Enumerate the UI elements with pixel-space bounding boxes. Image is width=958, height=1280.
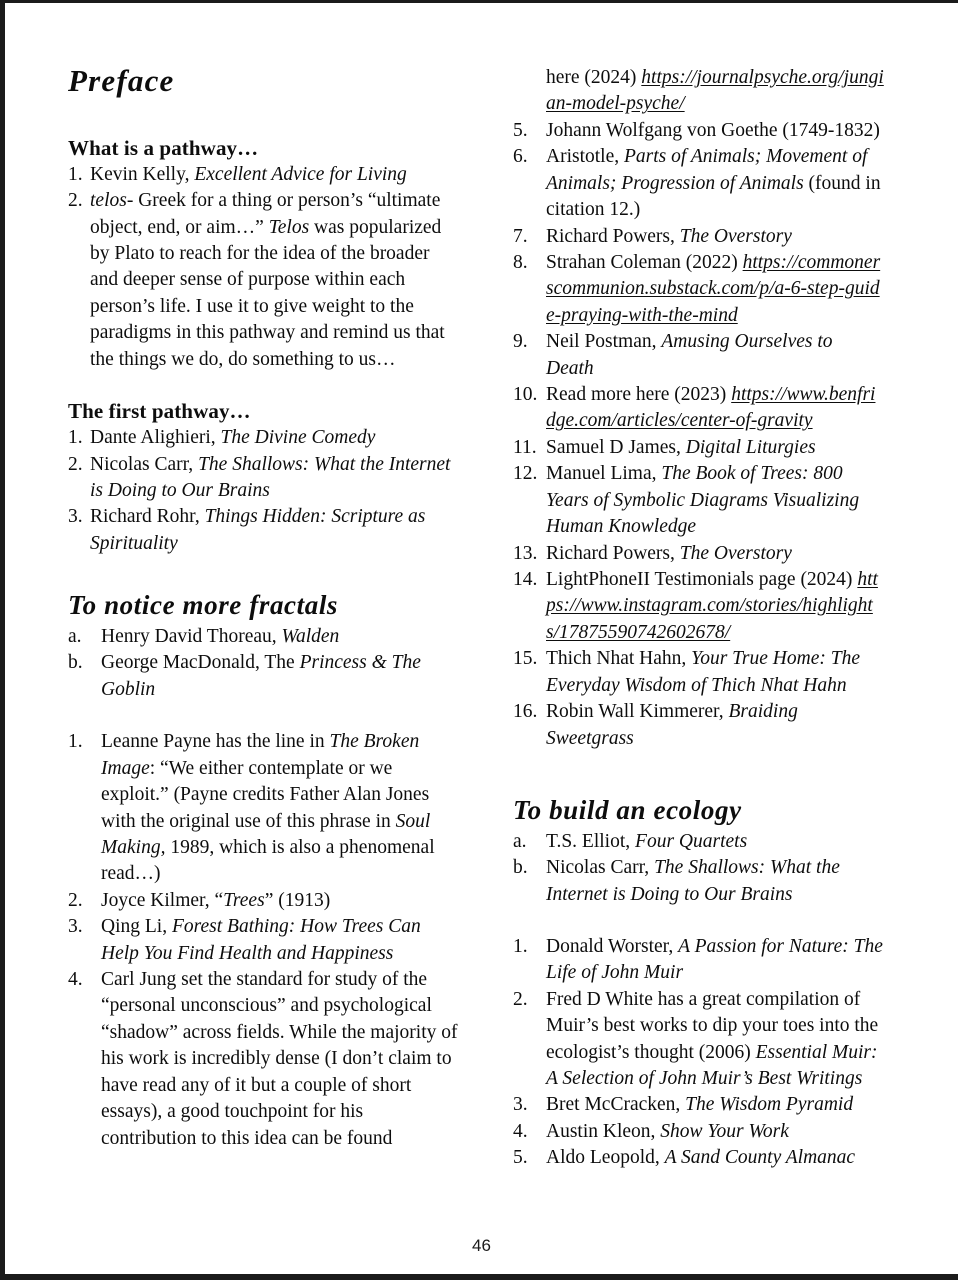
spacer — [513, 752, 885, 796]
list-item-text — [546, 646, 885, 699]
reference-list-fractals-numbered — [68, 729, 460, 1152]
italic-title: A Sand County Almanac — [664, 1147, 856, 1169]
section-heading-to-notice-more-fractals: To notice more fractals — [68, 590, 339, 621]
two-column-layout — [5, 3, 958, 1274]
list-item-text — [101, 624, 460, 650]
list-item — [513, 224, 885, 250]
list-item — [68, 914, 460, 967]
list-item-text — [546, 435, 885, 461]
list-item — [68, 650, 460, 703]
plain-text: Read more here (2023) — [546, 384, 732, 406]
url-link[interactable]: https://journalpsyche.org/jungian-model-psyche/ — [546, 67, 884, 115]
reference-list-what-is-a-pathway — [68, 162, 460, 373]
list-marker: 8. — [513, 251, 528, 273]
list-item-text — [90, 188, 460, 373]
list-marker: a. — [513, 830, 527, 852]
italic-title: Braiding Sweetgrass — [546, 701, 798, 749]
url-link[interactable]: https://www.instagram.com/stories/highlights/17875590742602678/ — [546, 569, 878, 643]
list-item-text — [546, 382, 885, 435]
list-item-text — [546, 567, 885, 646]
list-marker: 2. — [68, 453, 83, 475]
italic-title: Princess & The Goblin — [101, 652, 421, 700]
list-marker: 5. — [513, 119, 528, 141]
italic-title: Show Your Work — [660, 1120, 789, 1142]
list-item — [513, 541, 885, 567]
list-item — [513, 118, 885, 144]
italic-title: Excellent Advice for Living — [194, 163, 407, 185]
list-item — [513, 461, 885, 540]
list-item — [68, 624, 460, 650]
reference-list-ecology-alpha — [513, 829, 885, 908]
list-item-text — [546, 855, 885, 908]
plain-text: LightPhoneII Testimonials page (2024) — [546, 569, 858, 591]
list-item — [68, 452, 460, 505]
list-item — [68, 888, 460, 914]
italic-title: Forest Bathing: How Trees Can Help You Find Health and Happiness — [101, 916, 421, 964]
italic-title: The Shallows: What the Internet is Doing to Our Brains — [90, 453, 451, 502]
plain-text: : “We either contemplate or we exploit.” (Payne credits Father Alan Jones with the original use of this phrase in — [101, 757, 430, 832]
list-item — [513, 646, 885, 699]
plain-text: Nicolas Carr, — [90, 453, 199, 475]
plain-text: George MacDonald, The — [101, 652, 300, 674]
list-item — [513, 1119, 885, 1145]
plain-text: Richard Rohr, — [90, 506, 205, 528]
reference-list-ecology-numbered — [513, 934, 885, 1172]
list-marker: 3. — [68, 506, 83, 528]
plain-text: Henry David Thoreau, — [101, 626, 282, 647]
list-item-text — [90, 452, 460, 505]
plain-text: ” (1913) — [264, 889, 331, 911]
list-item — [513, 699, 885, 752]
list-item — [68, 729, 460, 888]
italic-title: The Divine Comedy — [220, 427, 376, 449]
list-item-text — [90, 425, 460, 451]
italic-title: Things Hidden: Scripture as Spirituality — [90, 506, 426, 554]
list-item — [68, 425, 460, 451]
italic-title: Walden — [281, 626, 340, 647]
list-item-text — [546, 329, 885, 382]
list-marker: 15. — [513, 648, 538, 670]
list-item — [513, 65, 885, 118]
spacer — [513, 908, 885, 934]
list-item-text — [101, 650, 460, 703]
list-item — [513, 250, 885, 329]
list-item-text — [90, 162, 460, 188]
spacer — [68, 703, 460, 729]
italic-title: The Broken Image — [101, 731, 420, 779]
list-marker: 1. — [68, 731, 83, 753]
plain-text: Richard Powers, — [546, 225, 680, 247]
list-marker: 6. — [513, 146, 528, 168]
list-item — [513, 1092, 885, 1118]
reference-list-fractals-alpha — [68, 624, 460, 703]
plain-text: Bret McCracken, — [546, 1094, 686, 1116]
plain-text: was popularized by Plato to reach for the idea of the broader and deeper sense of purpose within each person’s life. I use it to give weight to the paradigms in this pathway and remind us that the things we do, do something to us… — [90, 216, 445, 370]
plain-text: Donald Worster, — [546, 935, 679, 957]
list-item-text — [546, 829, 885, 855]
plain-text: Manuel Lima, — [546, 463, 662, 485]
list-item — [513, 829, 885, 855]
italic-title: The Overstory — [679, 225, 792, 247]
italic-title: telos — [90, 190, 127, 212]
list-marker: 10. — [513, 384, 538, 406]
list-item-text — [546, 541, 885, 567]
url-link[interactable]: https://commonerscommunion.substack.com/p/a-6-step-guide-praying-with-the-mind — [546, 251, 881, 326]
list-marker: 1. — [513, 935, 528, 957]
plain-text: Dante Alighieri, — [90, 427, 221, 449]
plain-text: Johann Wolfgang von Goethe (1749-1832) — [546, 119, 880, 141]
list-marker: 12. — [513, 463, 538, 485]
plain-text: Leanne Payne has the line in — [101, 731, 330, 753]
list-item-text — [101, 729, 460, 888]
list-marker: a. — [68, 626, 82, 647]
list-item-text — [546, 699, 885, 752]
list-item-text — [546, 118, 885, 144]
list-marker: 2. — [68, 889, 83, 911]
italic-title: Telos — [268, 216, 310, 238]
list-marker: 1. — [68, 427, 83, 449]
plain-text: T.S. Elliot, — [546, 830, 636, 852]
list-marker: 2. — [68, 190, 83, 212]
page-title: Preface — [68, 63, 175, 98]
list-item — [513, 934, 885, 987]
italic-title: Your True Home: The Everyday Wisdom of Thich Nhat Hahn — [546, 648, 860, 696]
url-link[interactable]: https://www.benfridge.com/articles/center-of-gravity — [546, 384, 876, 432]
list-item — [513, 144, 885, 223]
list-item-text — [546, 1119, 885, 1145]
plain-text: Neil Postman, — [546, 331, 662, 353]
list-item — [68, 162, 460, 188]
list-marker: 5. — [513, 1147, 528, 1169]
list-item-text — [101, 914, 460, 967]
section-heading-what-is-a-pathway: What is a pathway… — [68, 135, 259, 160]
italic-title: The Shallows: What the Internet is Doing to Our Brains — [546, 857, 840, 905]
plain-text: Thich Nhat Hahn, — [546, 648, 692, 670]
list-item — [513, 1145, 885, 1171]
list-item-text — [546, 934, 885, 987]
left-column — [68, 65, 460, 1152]
right-column — [513, 65, 885, 1172]
reference-list-continued — [513, 65, 885, 752]
italic-title: Amusing Ourselves to Death — [546, 331, 833, 379]
list-marker: 4. — [68, 969, 83, 991]
list-item — [513, 435, 885, 461]
list-marker: 4. — [513, 1120, 528, 1142]
plain-text: Robin Wall Kimmerer, — [546, 701, 729, 723]
plain-text: Aldo Leopold, — [546, 1147, 665, 1169]
list-marker: 16. — [513, 701, 538, 723]
list-item-text — [101, 888, 460, 914]
list-item-text — [546, 144, 885, 223]
plain-text: Nicolas Carr, — [546, 857, 655, 879]
italic-title: Trees — [223, 889, 265, 911]
list-item — [513, 382, 885, 435]
italic-title: Parts of Animals; Movement of Animals; Progression of Animals — [546, 146, 868, 194]
plain-text: Richard Powers, — [546, 542, 680, 564]
plain-text: Samuel D James, — [546, 436, 686, 458]
italic-title: Digital Liturgies — [685, 436, 816, 458]
italic-title: The Overstory — [679, 542, 792, 564]
list-marker: 1. — [68, 163, 83, 185]
list-marker: b. — [513, 857, 528, 879]
list-item-text — [546, 65, 885, 118]
page-number: 46 — [472, 1236, 491, 1255]
section-heading-the-first-pathway: The first pathway… — [68, 399, 251, 424]
list-item-text — [546, 250, 885, 329]
italic-title: Essential Muir: A Selection of John Muir’s Best Writings — [546, 1041, 878, 1090]
list-item — [513, 987, 885, 1093]
list-item — [68, 967, 460, 1152]
plain-text: Austin Kleon, — [546, 1120, 661, 1142]
list-item — [513, 855, 885, 908]
list-item-text — [546, 1145, 885, 1171]
list-marker: 3. — [68, 916, 83, 938]
italic-title: A Passion for Nature: The Life of John Muir — [546, 935, 883, 984]
list-item — [513, 329, 885, 382]
plain-text: Aristotle, — [546, 146, 624, 168]
italic-title: The Book of Trees: 800 Years of Symbolic Diagrams Visualizing Human Knowledge — [546, 463, 860, 538]
list-marker: 14. — [513, 569, 538, 591]
list-item-text — [546, 461, 885, 540]
plain-text: (found in citation 12.) — [546, 172, 881, 221]
list-marker: b. — [68, 652, 83, 674]
plain-text: here (2024) — [546, 67, 642, 88]
list-item — [68, 188, 460, 373]
plain-text: Carl Jung set the standard for study of the “personal unconscious” and psychological “shadow” across fields. While the majority of his work is incredibly dense (I don’t claim to have read any of it but a couple of short essays), a good touchpoint for his contribution to this idea can be found — [101, 969, 458, 1149]
list-marker: 7. — [513, 225, 528, 247]
plain-text: 1989, which is also a phenomenal read…) — [101, 836, 435, 885]
italic-title: Four Quartets — [635, 830, 748, 852]
list-marker: 3. — [513, 1094, 528, 1116]
list-item-text — [101, 967, 460, 1152]
spacer — [68, 557, 460, 591]
list-item — [513, 567, 885, 646]
list-marker: 13. — [513, 542, 538, 564]
list-item-text — [90, 504, 460, 557]
italic-title: Soul Making, — [101, 810, 431, 858]
list-marker: 2. — [513, 988, 528, 1010]
reference-list-the-first-pathway — [68, 425, 460, 557]
list-item-text — [546, 1092, 885, 1118]
plain-text: Strahan Coleman (2022) — [546, 251, 743, 273]
italic-title: The Wisdom Pyramid — [685, 1094, 854, 1116]
section-heading-to-build-an-ecology: To build an ecology — [513, 794, 742, 825]
list-item — [68, 504, 460, 557]
plain-text: Qing Li, — [101, 916, 172, 938]
list-item-text — [546, 987, 885, 1093]
plain-text: Joyce Kilmer, “ — [101, 889, 224, 911]
list-marker: 9. — [513, 331, 528, 353]
list-marker: 11. — [513, 436, 537, 458]
list-item-text — [546, 224, 885, 250]
spacer — [68, 373, 460, 399]
plain-text: Kevin Kelly, — [90, 163, 195, 185]
plain-text: - Greek for a thing or person’s “ultimate object, end, or aim…” — [90, 190, 441, 238]
plain-text: Fred D White has a great compilation of Muir’s best works to dip your toes into the ecologist’s thought (2006) — [546, 988, 879, 1063]
